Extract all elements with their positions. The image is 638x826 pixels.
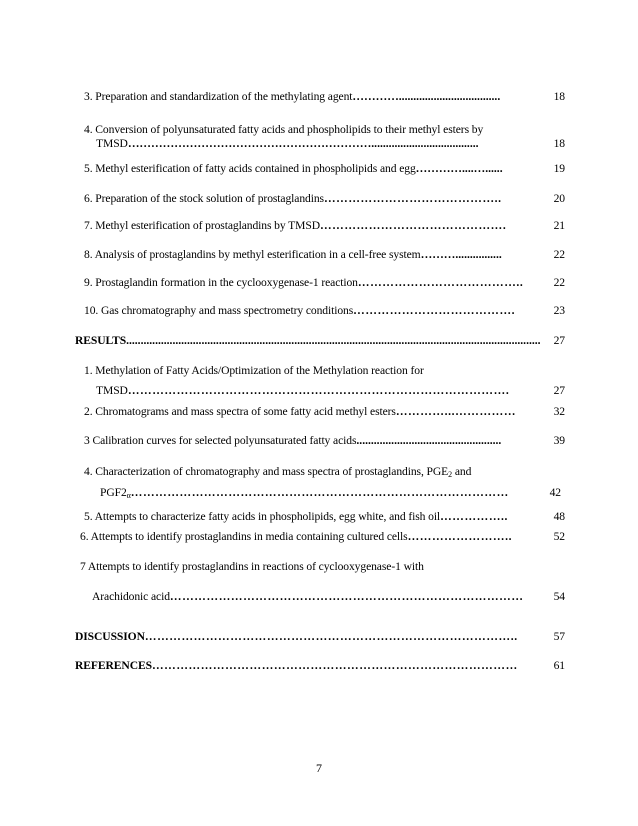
toc-page-number: 52: [553, 530, 565, 543]
toc-entry-title-cont: [100, 486, 131, 503]
toc-leader: ……………………..: [407, 530, 513, 543]
subscript: 2: [448, 470, 453, 479]
toc-leader: ……………………………………….: [319, 219, 507, 232]
toc-page-number: 22: [553, 276, 565, 289]
toc-entry-title: 2. Chromatograms and mass spectra of some fatty acid methyl esters: [84, 405, 396, 418]
toc-entry-results-5[interactable]: [84, 510, 565, 524]
toc-leader: ………................: [420, 248, 502, 261]
toc-page-number: 57: [553, 630, 565, 643]
toc-page-number: 23: [553, 304, 565, 317]
toc-page-number: 21: [553, 219, 565, 232]
toc-entry-results-7-line2[interactable]: [92, 590, 565, 604]
toc-entry-title-end: and: [452, 465, 472, 478]
toc-leader: …………....…......: [415, 162, 503, 175]
toc-leader: ……………………………………………………………………………: [169, 590, 524, 603]
toc-page-number: 20: [553, 192, 565, 205]
toc-entry-methods-7[interactable]: [84, 219, 565, 233]
toc-entry-results-6[interactable]: [80, 530, 565, 544]
toc-page-number: 39: [553, 434, 565, 447]
toc-leader: …………………………………………………………………………………: [130, 486, 509, 499]
toc-entry-methods-3[interactable]: [84, 90, 565, 104]
toc-entry-methods-6[interactable]: [84, 192, 565, 206]
toc-entry-methods-8[interactable]: [84, 248, 565, 262]
toc-leader: ………………………………………………………………………………….: [127, 384, 510, 397]
toc-section-title: DISCUSSION: [75, 630, 145, 643]
toc-leader: …………………………………..: [357, 276, 524, 289]
toc-leader: ………………………………….: [353, 304, 516, 317]
toc-page-number: 18: [553, 137, 565, 150]
toc-page-number: 27: [553, 334, 565, 347]
toc-section-discussion[interactable]: [75, 630, 565, 644]
pgf-label: PGF2: [100, 486, 127, 499]
toc-page-number: 27: [553, 384, 565, 397]
toc-entry-title: 3. Preparation and standardization of the methylating agent: [84, 90, 353, 103]
toc-page-number: 19: [553, 162, 565, 175]
subscript: α: [126, 491, 131, 500]
page-number: 7: [316, 761, 322, 775]
toc-entry-title: 9. Prostaglandin formation in the cyclooxygenase-1 reaction: [84, 276, 358, 289]
toc-entry-title: 6. Preparation of the stock solution of prostaglandins: [84, 192, 324, 205]
toc-page-number: 32: [553, 405, 565, 418]
toc-entry-title: 1. Methylation of Fatty Acids/Optimization of the Methylation reaction for: [84, 364, 424, 377]
toc-leader: …………...................................: [352, 90, 501, 103]
toc-entry-title-cont: TMSD: [96, 137, 128, 150]
toc-entry-methods-9[interactable]: [84, 276, 565, 290]
toc-page-number: 42: [549, 486, 561, 499]
toc-section-title: REFERENCES: [75, 659, 152, 672]
toc-entry-title: 7 Attempts to identify prostaglandins in reactions of cyclooxygenase-1 with: [80, 560, 424, 573]
toc-entry-title-cont: TMSD: [96, 384, 128, 397]
toc-entry-title: 5. Methyl esterification of fatty acids contained in phospholipids and egg: [84, 162, 416, 175]
toc-section-title: RESULTS: [75, 334, 127, 347]
toc-leader: ………………………………………………………………………………..: [144, 630, 518, 643]
toc-entry-title: 4. Characterization of chromatography and mass spectra of prostaglandins, PGE: [84, 465, 449, 478]
toc-entry-results-4-line2[interactable]: [100, 486, 561, 503]
toc-entry-methods-4-line2[interactable]: [96, 137, 565, 151]
toc-entry-title: 6. Attempts to identify prostaglandins in media containing cultured cells: [80, 530, 408, 543]
toc-entry-methods-4-line1[interactable]: [84, 123, 483, 137]
toc-entry-title: 10. Gas chromatography and mass spectrometry conditions: [84, 304, 354, 317]
toc-section-references[interactable]: [75, 659, 565, 673]
toc-leader: ……………………………………………………….....................................: [127, 137, 479, 150]
toc-page-number: 61: [553, 659, 565, 672]
toc-entry-results-1-line1[interactable]: [84, 364, 424, 378]
toc-page-number: 54: [553, 590, 565, 603]
toc-entry-methods-10[interactable]: [84, 304, 565, 318]
toc-leader: ………………………………………………………………………………: [151, 659, 518, 672]
toc-entry-results-1-line2[interactable]: [96, 384, 565, 398]
toc-leader: ..................................................: [356, 434, 502, 447]
toc-entry-results-2[interactable]: [84, 405, 565, 419]
toc-entry-title: 8. Analysis of prostaglandins by methyl esterification in a cell-free system: [84, 248, 421, 261]
toc-entry-title: 5. Attempts to characterize fatty acids in phospholipids, egg white, and fish oil: [84, 510, 441, 523]
toc-section-results[interactable]: [75, 334, 565, 348]
toc-entry-results-7-line1[interactable]: [80, 560, 424, 574]
toc-entry-title: 3 Calibration curves for selected polyunsaturated fatty acids: [84, 434, 357, 447]
toc-entry-title: 7. Methyl esterification of prostaglandins by TMSD: [84, 219, 320, 232]
toc-leader: ……………………………………..: [323, 192, 502, 205]
toc-entry-title: 4. Conversion of polyunsaturated fatty acids and phospholipids to their methyl esters by: [84, 123, 484, 136]
toc-leader: …………...……………: [395, 405, 517, 418]
toc-entry-title-cont: Arachidonic acid: [92, 590, 170, 603]
toc-page-number: 18: [553, 90, 565, 103]
toc-page-number: 48: [553, 510, 565, 523]
toc-entry-results-3[interactable]: [84, 434, 565, 448]
toc-leader: ……………..: [440, 510, 509, 523]
toc-leader: ...............................................................................................................................................: [126, 334, 541, 347]
toc-entry-methods-5[interactable]: [84, 162, 565, 176]
toc-entry-results-4-line1[interactable]: [84, 465, 471, 482]
toc-page-number: 22: [553, 248, 565, 261]
